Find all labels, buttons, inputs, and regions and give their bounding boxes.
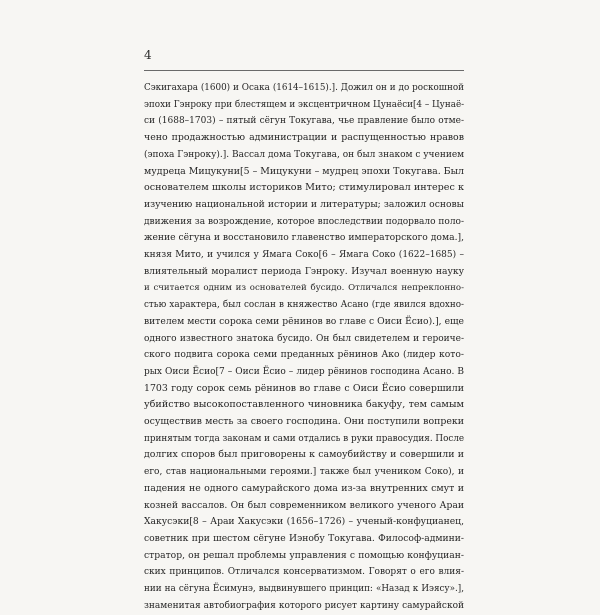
text-line: влиятельный моралист периода Гэнроку. Изучал военную науку: [144, 265, 464, 277]
body-text: [144, 80, 464, 615]
text-line: основателем школы историков Мито; стимулировал интерес к: [144, 182, 464, 194]
text-line: ского подвига сорока семи преданных рёнинов Ако (лидер кото-: [144, 349, 464, 361]
text-line: его, став национальными героями.] также был учеником Соко), и: [144, 467, 464, 478]
text-line: рых Оиси Ёсио[7 – Оиси Ёсио – лидер рёнинов господина Асано. В: [144, 366, 464, 377]
text-line: си (1688–1703) – пятый сёгун Токугава, чье правление было отме-: [144, 116, 464, 127]
text-line: жение сёгуна и восстановило главенство императорского дома.],: [144, 232, 464, 244]
text-line: долгих споров был приговорены к самоубийству и совершили и: [144, 449, 464, 461]
text-line: убийство высокопоставленного чиновника бакуфу, тем самым: [144, 399, 464, 411]
text-line: мудреца Мицукуни[5 – Мицукуни – мудрец эпохи Токугава. Был: [144, 165, 464, 177]
text-line: ских принципов. Отличался консерватизмом. Говорят о его влия-: [144, 567, 464, 578]
text-line: нии на сёгуна Ёсимунэ, выдвинувшего принцип: «Назад к Иэясу».],: [144, 584, 464, 595]
text-line: стратор, он решал проблемы управления с помощью конфуциан-: [144, 549, 464, 561]
page-number: 4: [144, 48, 152, 62]
text-line: князя Мито, и учился у Ямага Соко[6 – Ямага Соко (1622–1685) –: [144, 250, 464, 261]
text-line: советник при шестом сёгуне Иэнобу Токугава. Философ-админи-: [144, 532, 464, 544]
text-line: 1703 году сорок семь рёнинов во главе с Оиси Ёсио совершили: [144, 382, 464, 394]
text-line: стью характера, был сослан в княжество Асано (где явился вдохно-: [144, 300, 464, 311]
text-line: осуществив месть за своего господина. Они поступили вопреки: [144, 416, 464, 428]
text-line: движения за возрождение, которое впоследствии подорвало поло-: [144, 216, 464, 227]
text-line: эпохи Гэнроку при блестящем и эксцентричном Цунаёси[4 – Цунаё-: [144, 99, 465, 110]
header-rule: [144, 70, 464, 71]
text-line: козней вассалов. Он был современником великого ученого Араи: [144, 499, 464, 511]
text-line: падения не одного самурайского дома из-за внутренних смут и: [144, 482, 464, 494]
text-line: Сэкигахара (1600) и Осака (1614–1615).]. Дожил он и до роскошной: [144, 83, 464, 93]
text-line: и считается одним из основателей бусидо. Отличался непреклонно-: [144, 283, 464, 294]
text-line: знаменитая автобиография которого рисует картину самурайской: [144, 600, 464, 611]
text-line: Хакусэки[8 – Араи Хакусэки (1656–1726) – ученый-конфуцианец,: [144, 516, 464, 528]
text-line: изучению национальной истории и литературы; заложил основы: [144, 198, 464, 210]
text-line: чено продажностью администрации и распущенностью нравов: [144, 132, 464, 144]
text-line: принятым тогда законам и сами отдались в руки правосудия. После: [144, 433, 465, 444]
text-line: одного известного знатока бусидо. Он был свидетелем и героиче-: [144, 333, 464, 344]
text-line: вителем мести сорока семи рёнинов во главе с Оиси Ёсио).], еще: [144, 315, 464, 327]
text-line: (эпоха Гэнроку).]. Вассал дома Токугава, он был знаком с учением: [144, 149, 465, 160]
